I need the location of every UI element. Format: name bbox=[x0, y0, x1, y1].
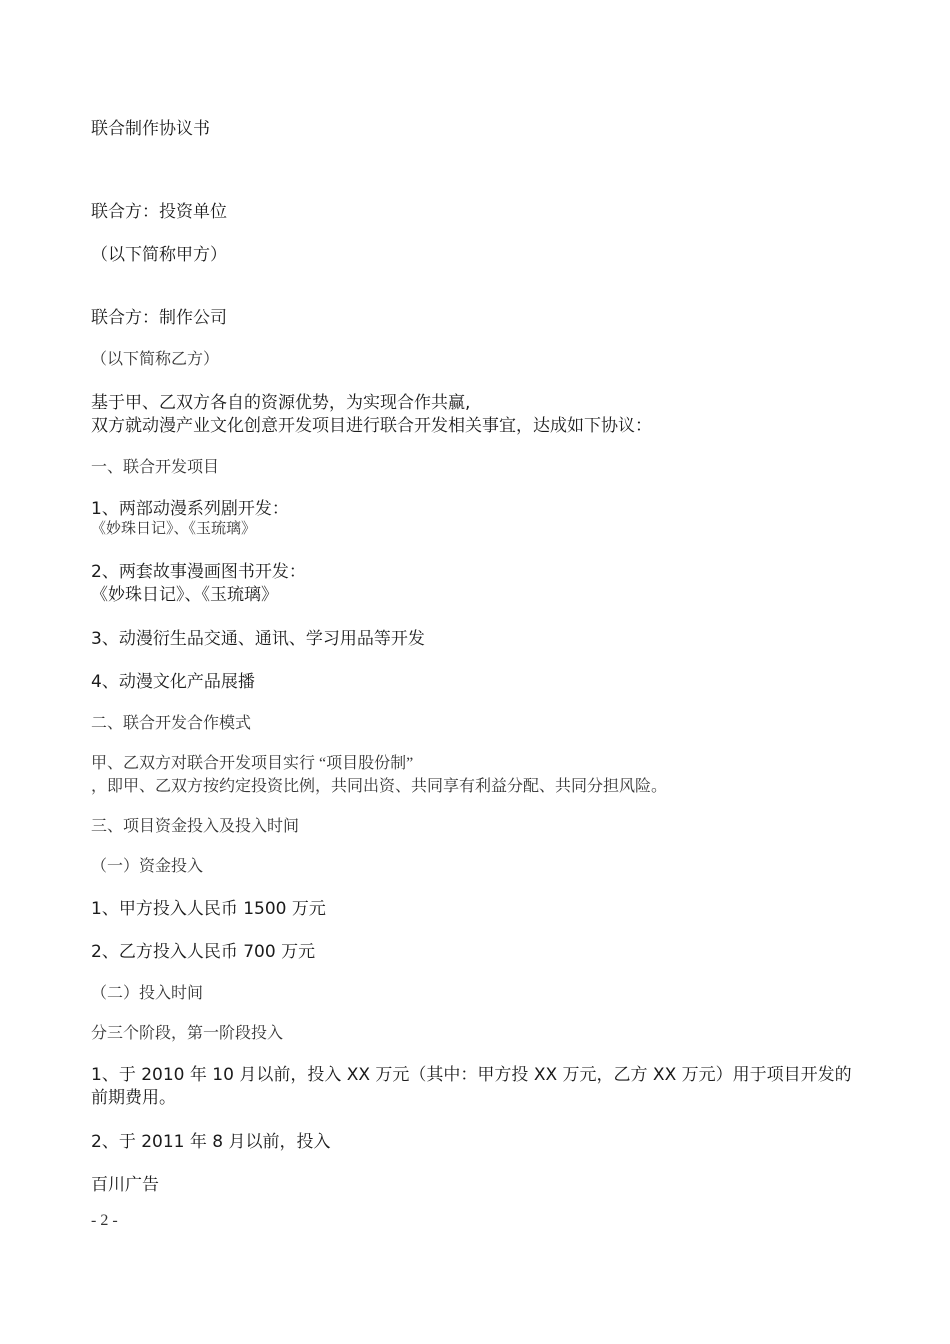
stage-1-line-2: 前期费用。 bbox=[91, 1088, 176, 1108]
item-1-2: 2、两套故事漫画图书开发： bbox=[91, 562, 306, 582]
party-a-short: （以下简称甲方） bbox=[91, 245, 227, 265]
item-1-3: 3、动漫衍生品交通、通讯、学习用品等开发 bbox=[91, 629, 425, 649]
stage-intro: 分三个阶段，第一阶段投入 bbox=[91, 1025, 284, 1042]
party-b-short: （以下简称乙方） bbox=[91, 351, 220, 368]
subsection-1-heading: （一）资金投入 bbox=[91, 858, 204, 875]
intro-line-2: 双方就动漫产业文化创意开发项目进行联合开发相关事宜，达成如下协议： bbox=[91, 416, 652, 436]
party-b-label: 联合方：制作公司 bbox=[91, 308, 227, 328]
item-1-1-titles: 《妙珠日记》、《玉琉璃》 bbox=[91, 521, 257, 537]
stage-1-line-1: 1、于 2010 年 10 月以前，投入 XX 万元（其中：甲方投 XX 万元，乙方 XX 万元）用于项目开发的 bbox=[91, 1065, 852, 1085]
section-2-heading: 二、联合开发合作模式 bbox=[91, 715, 252, 732]
party-a-label: 联合方：投资单位 bbox=[91, 202, 227, 222]
section-1-heading: 一、联合开发项目 bbox=[91, 459, 220, 476]
item-1-1: 1、两部动漫系列剧开发： bbox=[91, 499, 289, 519]
fund-item-1: 1、甲方投入人民币 1500 万元 bbox=[91, 899, 326, 919]
page-number: - 2 - bbox=[91, 1212, 118, 1229]
item-1-4: 4、动漫文化产品展播 bbox=[91, 672, 255, 692]
footer-company: 百川广告 bbox=[91, 1175, 159, 1195]
item-1-2-titles: 《妙珠日记》、《玉琉璃》 bbox=[91, 585, 278, 605]
document-title: 联合制作协议书 bbox=[91, 119, 210, 139]
section-2-paragraph-2: ，即甲、乙双方按约定投资比例，共同出资、共同享有利益分配、共同分担风险。 bbox=[91, 778, 668, 795]
intro-line-1: 基于甲、乙双方各自的资源优势，为实现合作共赢, bbox=[91, 393, 471, 413]
fund-item-2: 2、乙方投入人民币 700 万元 bbox=[91, 942, 316, 962]
stage-2: 2、于 2011 年 8 月以前，投入 bbox=[91, 1132, 331, 1152]
subsection-2-heading: （二）投入时间 bbox=[91, 985, 204, 1002]
section-2-paragraph-1: 甲、乙双方对联合开发项目实行 “项目股份制” bbox=[91, 755, 414, 772]
section-3-heading: 三、项目资金投入及投入时间 bbox=[91, 818, 300, 835]
